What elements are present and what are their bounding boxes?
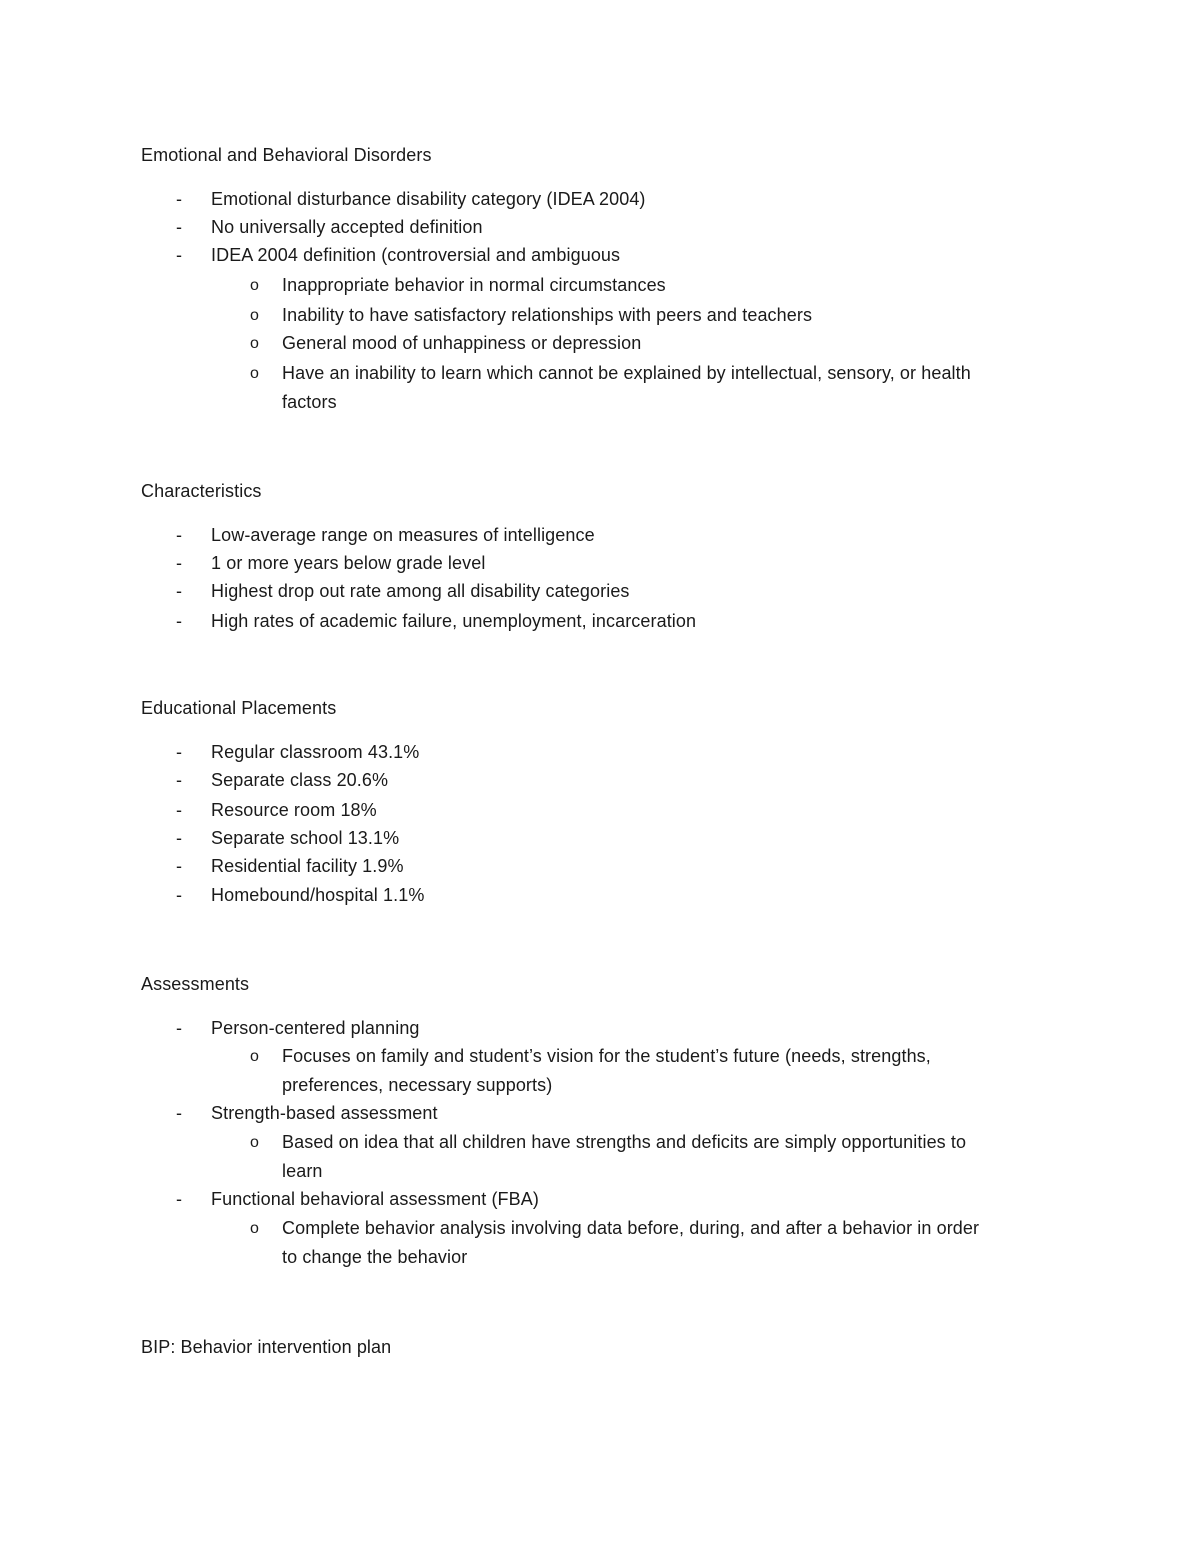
sub-list-item: Complete behavior analysis involving data before, during, and after a behavior in order	[282, 1218, 980, 1238]
dash-bullet: -	[176, 800, 182, 820]
list-item: No universally accepted definition	[211, 217, 483, 237]
dash-bullet: -	[176, 1189, 182, 1209]
sub-list-item-continuation: to change the behavior	[282, 1247, 468, 1267]
dash-bullet: -	[176, 770, 182, 790]
dash-bullet: -	[176, 245, 182, 265]
dash-bullet: -	[176, 611, 182, 631]
sub-list-item-continuation: factors	[282, 392, 337, 412]
dash-bullet: -	[176, 828, 182, 848]
dash-bullet: -	[176, 885, 182, 905]
section-heading: Emotional and Behavioral Disorders	[141, 145, 432, 165]
sub-bullet: o	[250, 277, 259, 294]
list-item: Separate school 13.1%	[211, 828, 400, 848]
list-item: High rates of academic failure, unemployment, incarceration	[211, 611, 697, 631]
sub-bullet: o	[250, 1134, 259, 1151]
sub-list-item-continuation: learn	[282, 1161, 323, 1181]
section-heading: Assessments	[141, 974, 250, 994]
section-heading: Characteristics	[141, 481, 262, 501]
list-item: IDEA 2004 definition (controversial and ambiguous	[211, 245, 621, 265]
sub-bullet: o	[250, 307, 259, 324]
list-item: Functional behavioral assessment (FBA)	[211, 1189, 539, 1209]
dash-bullet: -	[176, 742, 182, 762]
section-heading: BIP: Behavior intervention plan	[141, 1337, 392, 1357]
list-item: Resource room 18%	[211, 800, 377, 820]
sub-list-item: Based on idea that all children have strengths and deficits are simply opportunities to	[282, 1132, 967, 1152]
sub-list-item: Focuses on family and student’s vision for the student’s future (needs, strengths,	[282, 1046, 931, 1066]
section-heading: Educational Placements	[141, 698, 337, 718]
sub-list-item: Inappropriate behavior in normal circumstances	[282, 275, 666, 295]
list-item: Strength-based assessment	[211, 1103, 438, 1123]
list-item: Regular classroom 43.1%	[211, 742, 420, 762]
dash-bullet: -	[176, 1103, 182, 1123]
sub-list-item-continuation: preferences, necessary supports)	[282, 1075, 553, 1095]
sub-bullet: o	[250, 335, 259, 352]
sub-bullet: o	[250, 365, 259, 382]
dash-bullet: -	[176, 1018, 182, 1038]
list-item: Emotional disturbance disability category (IDEA 2004)	[211, 189, 646, 209]
list-item: Homebound/hospital 1.1%	[211, 885, 425, 905]
list-item: Low-average range on measures of intelligence	[211, 525, 595, 545]
list-item: Separate class 20.6%	[211, 770, 389, 790]
list-item: Residential facility 1.9%	[211, 856, 404, 876]
sub-bullet: o	[250, 1048, 259, 1065]
sub-list-item: Inability to have satisfactory relationships with peers and teachers	[282, 305, 813, 325]
dash-bullet: -	[176, 189, 182, 209]
dash-bullet: -	[176, 525, 182, 545]
sub-bullet: o	[250, 1220, 259, 1237]
dash-bullet: -	[176, 553, 182, 573]
sub-list-item: Have an inability to learn which cannot be explained by intellectual, sensory, or health	[282, 363, 971, 383]
list-item: 1 or more years below grade level	[211, 553, 486, 573]
dash-bullet: -	[176, 217, 182, 237]
list-item: Person-centered planning	[211, 1018, 420, 1038]
sub-list-item: General mood of unhappiness or depression	[282, 333, 642, 353]
dash-bullet: -	[176, 856, 182, 876]
dash-bullet: -	[176, 581, 182, 601]
list-item: Highest drop out rate among all disability categories	[211, 581, 630, 601]
